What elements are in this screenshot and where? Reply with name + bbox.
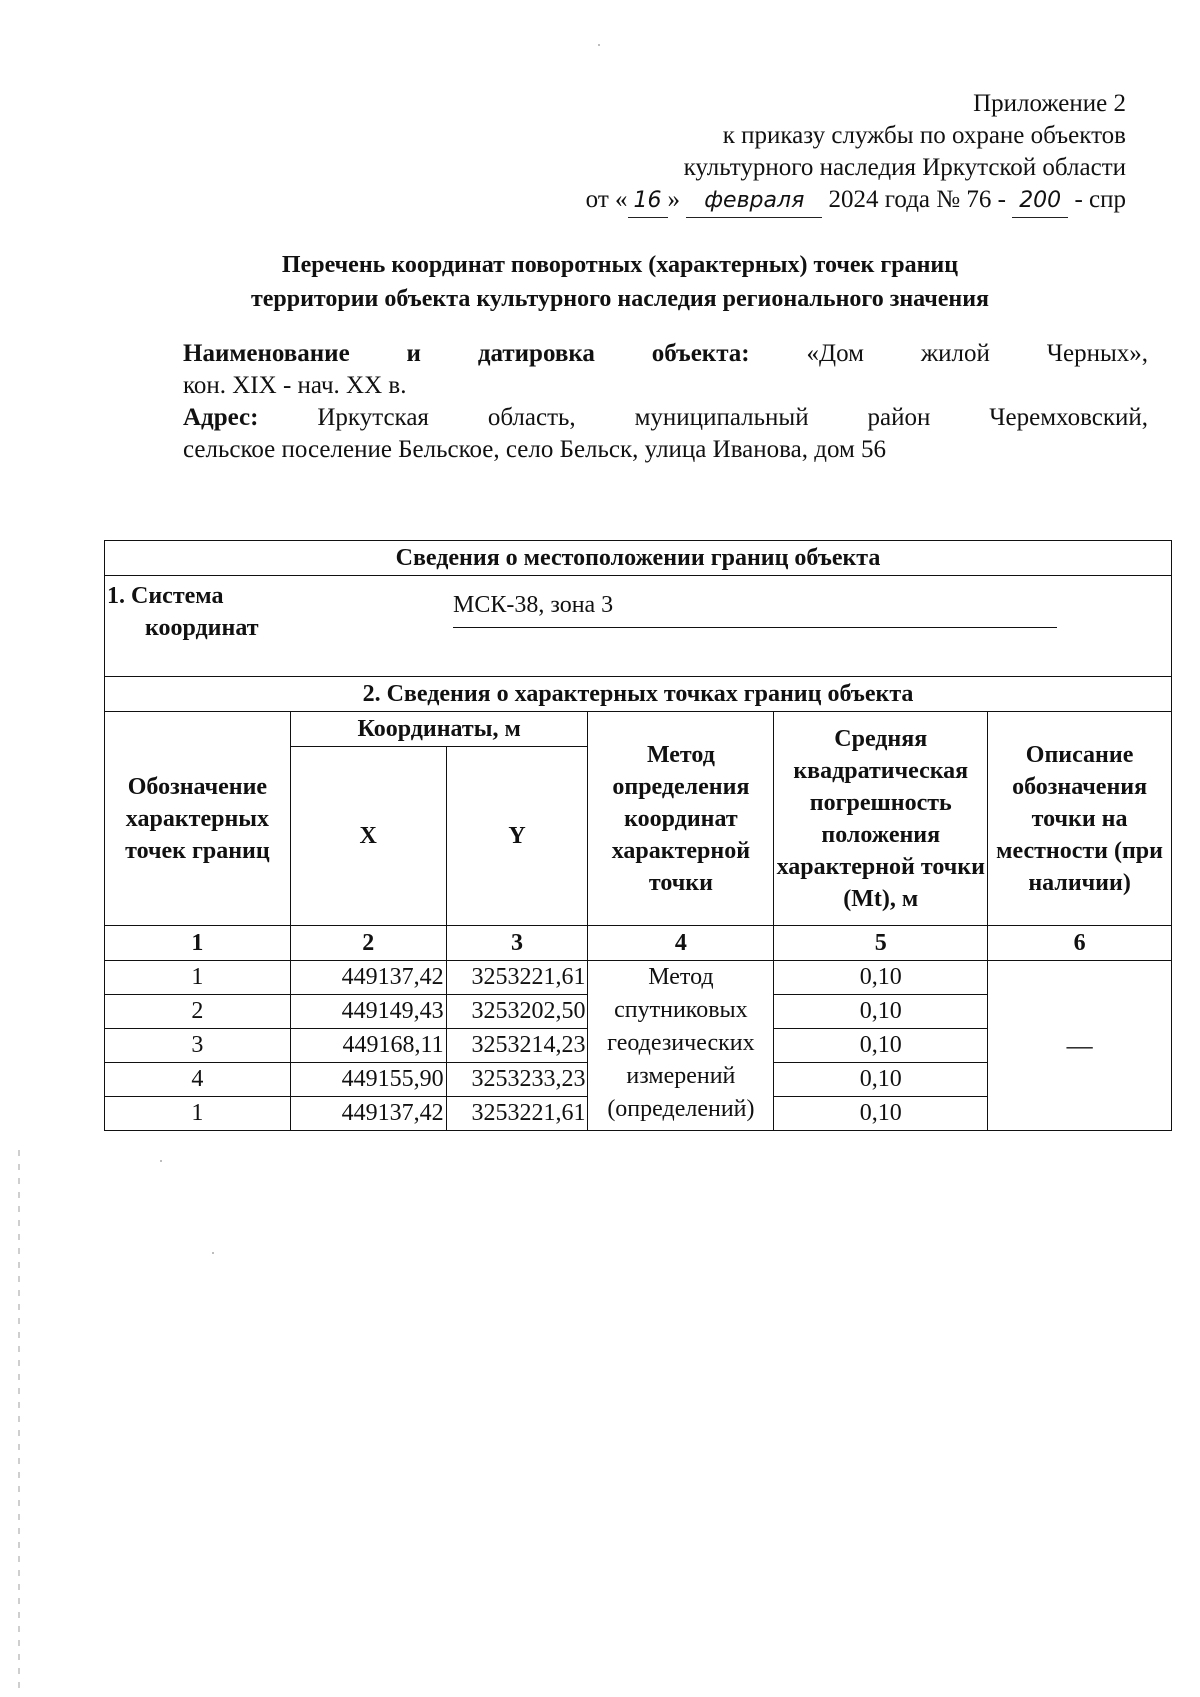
column-number: 1	[105, 926, 291, 961]
order-mid: »	[667, 186, 681, 213]
appendix-title: Приложение 2	[973, 90, 1126, 117]
object-name-label: Наименование и датировка объекта:	[183, 340, 750, 367]
point-id: 1	[105, 961, 291, 995]
mt-value: 0,10	[774, 995, 988, 1029]
appendix-header	[406, 88, 1126, 218]
mt-value: 0,10	[774, 1063, 988, 1097]
description-cell: —	[988, 961, 1172, 1131]
object-dating: кон. XIX - нач. XX в.	[183, 372, 407, 399]
method-line: измерений	[626, 1063, 736, 1089]
column-number: 3	[446, 926, 588, 961]
mt-value: 0,10	[774, 961, 988, 995]
column-number: 6	[988, 926, 1172, 961]
header-point: Обозначение характерных точек границ	[105, 712, 291, 926]
table-row	[105, 961, 1172, 995]
coord-y: 3253202,50	[446, 995, 588, 1029]
object-address-line	[183, 402, 1148, 434]
point-id: 2	[105, 995, 291, 1029]
header-y: Y	[446, 747, 588, 926]
header-description: Описание обозначения точки на местности (при наличии)	[988, 712, 1172, 926]
section1-title: Сведения о местоположении границ объекта	[105, 541, 1172, 576]
coord-x: 449137,42	[290, 961, 446, 995]
coordinate-system-label	[105, 576, 259, 644]
object-name-line	[183, 338, 1148, 370]
section2-title: 2. Сведения о характерных точках границ объекта	[105, 677, 1172, 712]
method-line: геодезических	[607, 1030, 755, 1056]
point-id: 3	[105, 1029, 291, 1063]
scan-speck	[212, 1252, 214, 1254]
order-reference	[406, 184, 1126, 218]
coordinate-system-label-line: 1. Система	[107, 583, 224, 609]
coordinate-system-value: МСК-38, зона 3	[453, 592, 1057, 628]
object-address-continued: сельское поселение Бельское, село Бельск, улица Иванова, дом 56	[183, 436, 887, 463]
object-address-label: Адрес:	[183, 404, 259, 431]
coord-y: 3253221,61	[446, 961, 588, 995]
scan-speck	[160, 1160, 162, 1162]
method-line: спутниковых	[614, 997, 748, 1023]
coord-x: 449168,11	[290, 1029, 446, 1063]
method-line: Метод	[648, 964, 714, 990]
title-line: Перечень координат поворотных (характерных) точек границ	[281, 252, 959, 278]
title-line: территории объекта культурного наследия регионального значения	[250, 286, 990, 312]
header-method: Метод определения координат характерной точки	[588, 712, 774, 926]
document-title	[120, 248, 1120, 316]
column-number: 4	[588, 926, 774, 961]
header-x: X	[290, 747, 446, 926]
header-coords: Координаты, м	[290, 712, 588, 747]
header-error: Средняя квадратическая погрешность положения характерной точки (Mt), м	[774, 712, 988, 926]
object-name-value: «Дом жилой Черных»,	[806, 340, 1148, 367]
column-number: 2	[290, 926, 446, 961]
object-address-value: Иркутская область, муниципальный район Черемховский,	[317, 404, 1148, 431]
scan-speck	[598, 44, 600, 46]
appendix-line: к приказу службы по охране объектов	[722, 122, 1126, 149]
scan-edge-artifact	[18, 1150, 20, 1690]
mt-value: 0,10	[774, 1029, 988, 1063]
coordinate-system-cell	[105, 576, 1172, 677]
coord-y: 3253214,23	[446, 1029, 588, 1063]
coord-x: 449137,42	[290, 1097, 446, 1131]
coordinate-system-label-line: координат	[145, 615, 259, 641]
coord-x: 449149,43	[290, 995, 446, 1029]
appendix-line: культурного наследия Иркутской области	[683, 154, 1126, 181]
column-number: 5	[774, 926, 988, 961]
order-suffix: - спр	[1074, 186, 1126, 213]
object-info	[183, 338, 1148, 466]
mt-value: 0,10	[774, 1097, 988, 1131]
order-year: 2024 года № 76 -	[828, 186, 1006, 213]
method-line: (определений)	[607, 1096, 755, 1122]
coord-y: 3253221,61	[446, 1097, 588, 1131]
method-cell	[588, 961, 774, 1131]
coord-x: 449155,90	[290, 1063, 446, 1097]
order-prefix: от «	[585, 186, 628, 213]
order-month: февраля	[686, 185, 822, 218]
point-id: 4	[105, 1063, 291, 1097]
coord-y: 3253233,23	[446, 1063, 588, 1097]
boundary-points-table	[104, 540, 1172, 1131]
point-id: 1	[105, 1097, 291, 1131]
order-day: 16	[628, 185, 668, 218]
order-number: 200	[1012, 185, 1068, 218]
